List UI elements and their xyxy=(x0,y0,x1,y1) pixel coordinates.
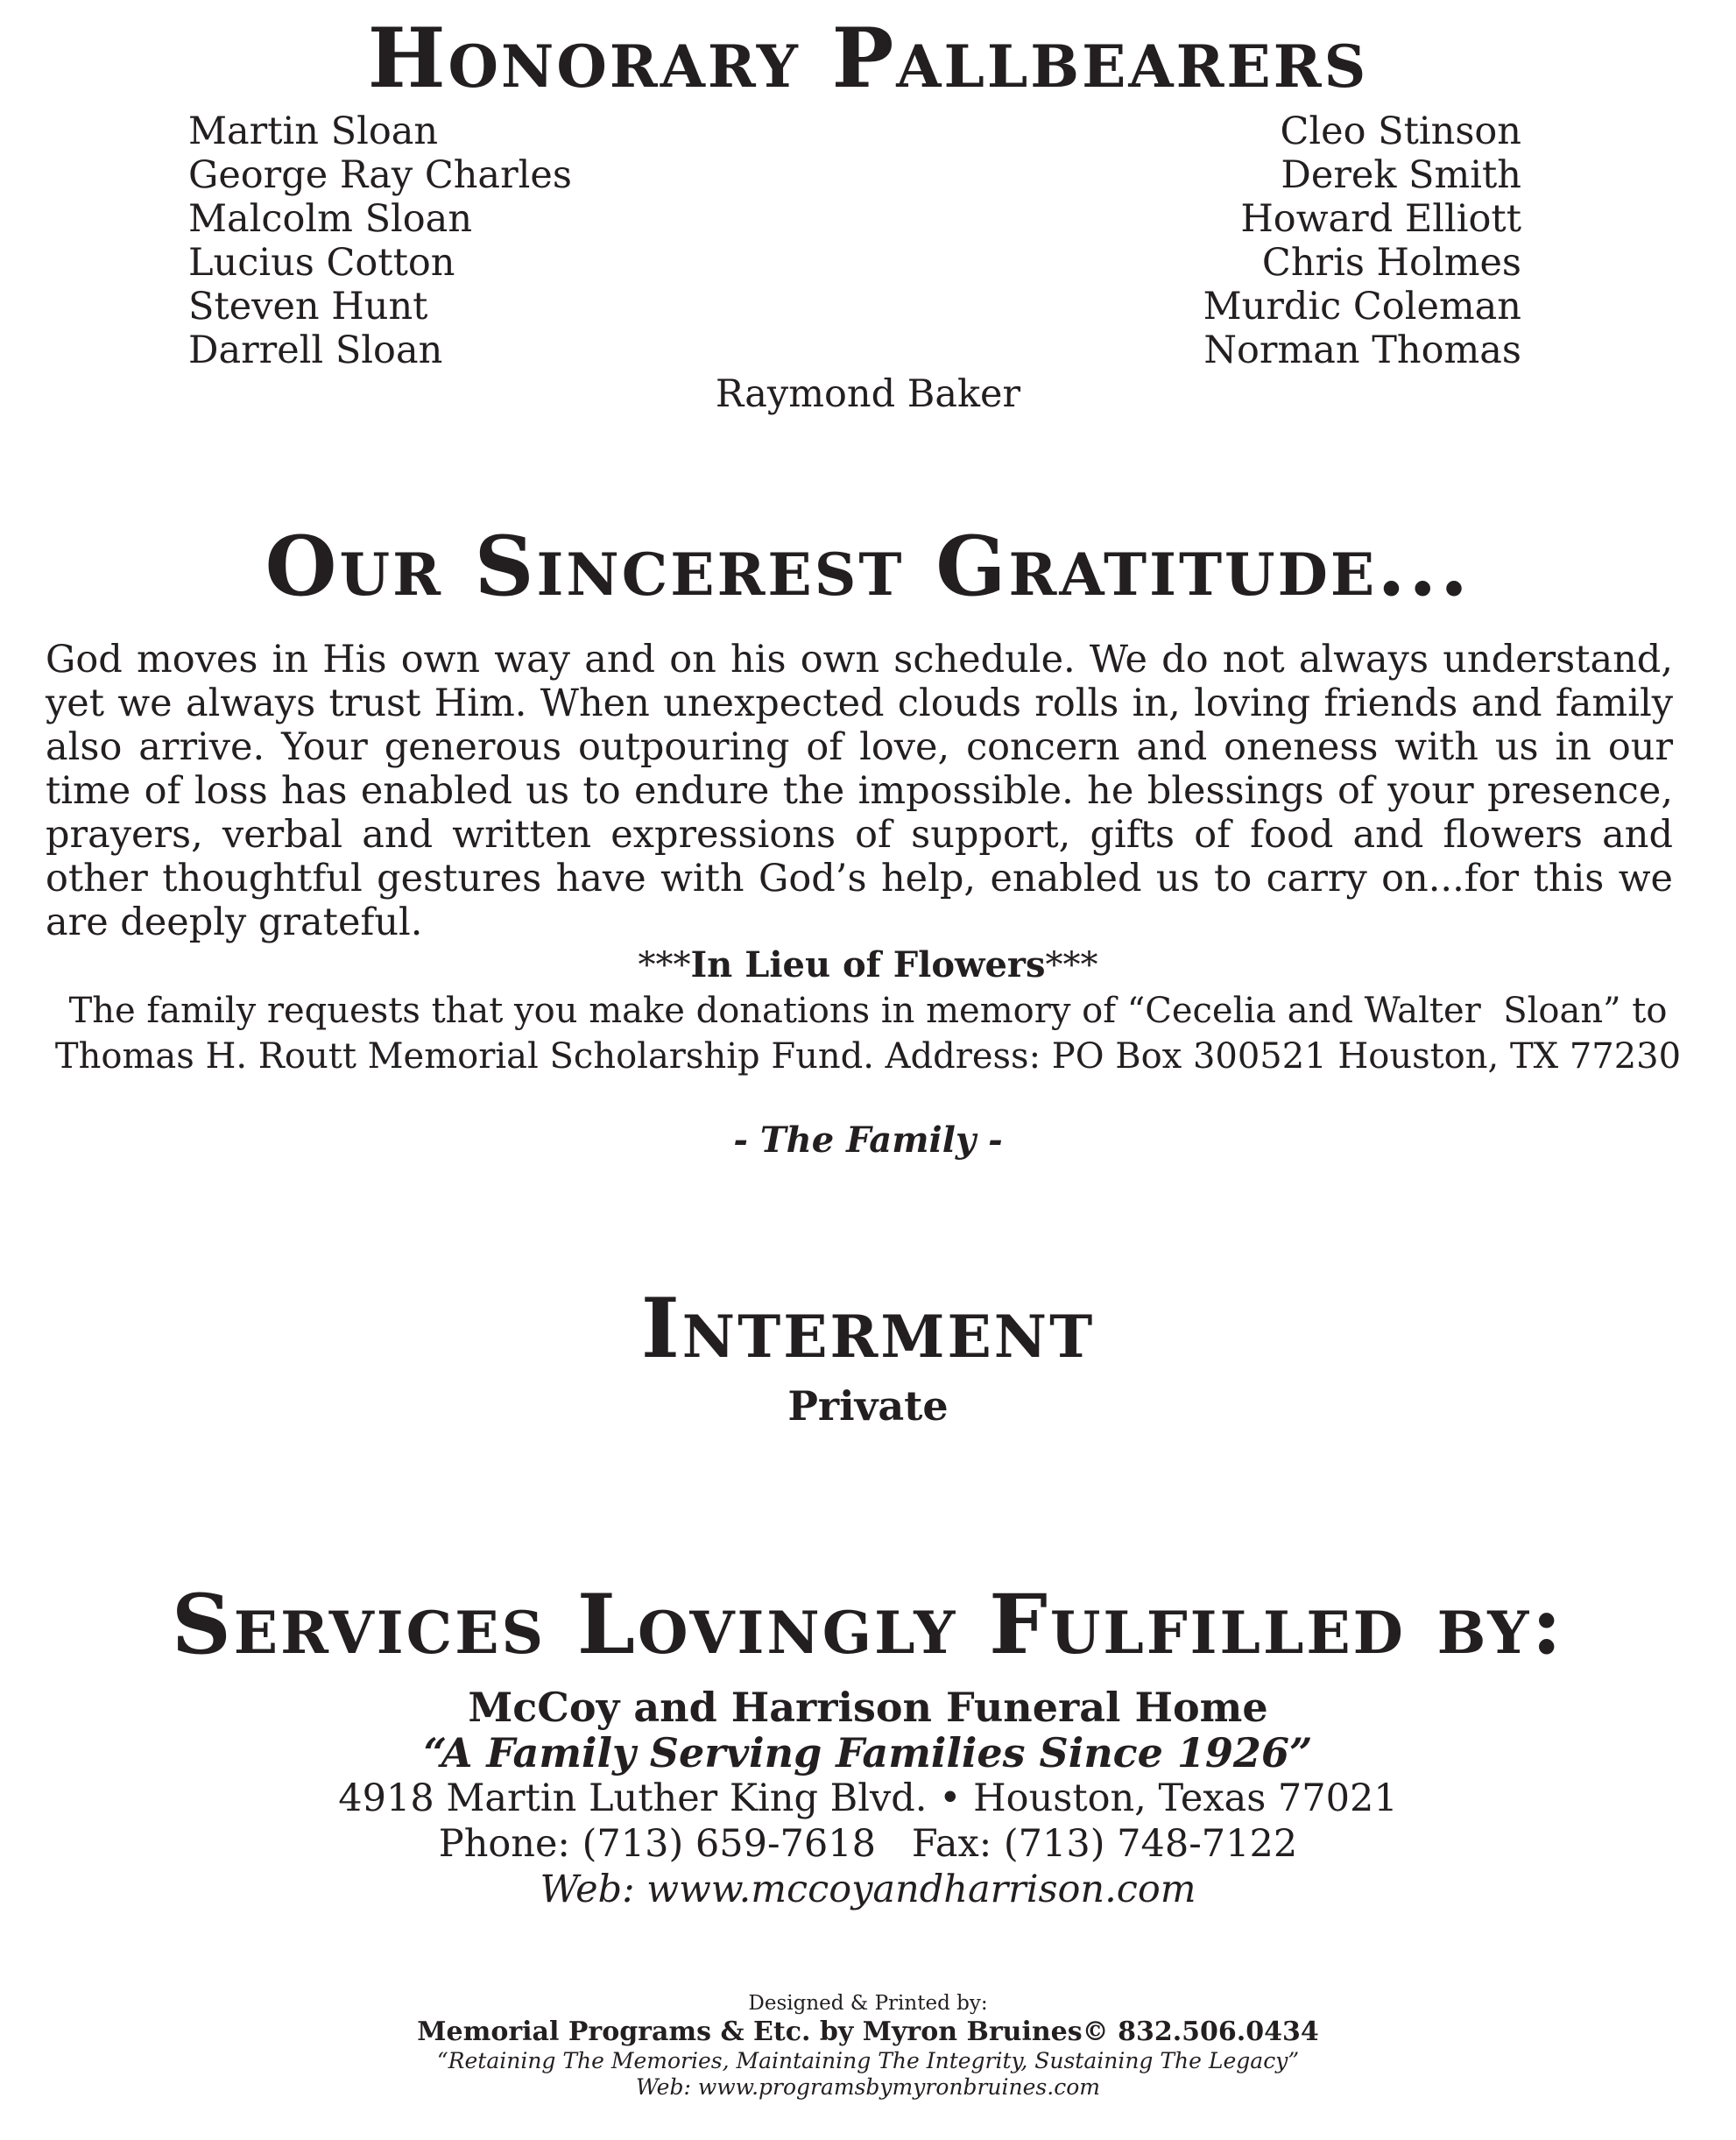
pallbearers-heading: Honorary Pallbearers xyxy=(367,11,1369,107)
pallbearer-name: Malcolm Sloan xyxy=(188,197,473,241)
pallbearers-right-column xyxy=(1203,109,1521,372)
credit-name: Memorial Programs & Etc. by Myron Bruines© 832.506.0434 xyxy=(417,2016,1319,2047)
in-lieu-title: In Lieu of Flowers xyxy=(690,944,1046,985)
pallbearer-name: Norman Thomas xyxy=(1203,328,1521,372)
funeral-home-name: McCoy and Harrison Funeral Home xyxy=(468,1684,1268,1731)
interment-heading: Interment xyxy=(640,1281,1096,1377)
in-lieu-text xyxy=(0,988,1736,1079)
in-lieu-line: The family requests that you make donations in memory of “Cecelia and Walter Sloan” to xyxy=(68,991,1668,1031)
pallbearer-name: Lucius Cotton xyxy=(188,241,455,285)
in-lieu-heading xyxy=(0,943,1736,987)
credit-website: Web: www.programsbymyronbruines.com xyxy=(636,2074,1100,2100)
interment-value: Private xyxy=(787,1382,949,1430)
pallbearer-name: Darrell Sloan xyxy=(188,328,443,372)
pallbearers-left-column xyxy=(188,109,572,372)
pallbearer-name: Chris Holmes xyxy=(1261,241,1521,285)
pallbearer-name: Howard Elliott xyxy=(1240,197,1521,241)
in-lieu-line: Thomas H. Routt Memorial Scholarship Fund. Address: PO Box 300521 Houston, TX 77230 xyxy=(54,1036,1682,1077)
credit-tagline: “Retaining The Memories, Maintaining The Integrity, Sustaining The Legacy” xyxy=(436,2048,1300,2073)
in-lieu-suffix: *** xyxy=(1045,945,1098,985)
funeral-home-address: 4918 Martin Luther King Blvd. • Houston, Texas 77021 xyxy=(338,1776,1398,1820)
pallbearer-name: Derek Smith xyxy=(1281,153,1521,197)
pallbearer-name: Martin Sloan xyxy=(188,109,439,153)
family-signature: - The Family - xyxy=(733,1119,1003,1161)
gratitude-heading: Our Sincerest Gratitude... xyxy=(265,519,1471,615)
funeral-home-phone: Phone: (713) 659-7618 Fax: (713) 748-7122 xyxy=(438,1822,1298,1866)
in-lieu-prefix: *** xyxy=(638,945,691,985)
pallbearer-name: Murdic Coleman xyxy=(1203,285,1521,328)
credit-label: Designed & Printed by: xyxy=(748,1992,988,2015)
gratitude-paragraph: God moves in His own way and on his own schedule. We do not always understand, yet we always trust Him. When unexpected clouds rolls in, loving friends and family also arrive. Your generous outpouring of love, concern and oneness with us in our time of loss has enabled us to endure the impossible. he blessings of your presence, prayers, verbal and written expressions of support, gifts of food and flowers and other thoughtful gestures have with God’s help, enabled us to carry on...for this we are deeply grateful. xyxy=(46,638,1673,944)
pallbearer-name: George Ray Charles xyxy=(188,153,572,197)
pallbearer-name: Cleo Stinson xyxy=(1280,109,1521,153)
services-heading: Services Lovingly Fulfilled by: xyxy=(171,1577,1565,1673)
funeral-home-slogan: “A Family Serving Families Since 1926” xyxy=(423,1729,1313,1776)
pallbearer-name-center: Raymond Baker xyxy=(715,372,1021,416)
funeral-home-website: Web: www.mccoyandharrison.com xyxy=(540,1868,1196,1911)
pallbearer-name: Steven Hunt xyxy=(188,285,428,328)
